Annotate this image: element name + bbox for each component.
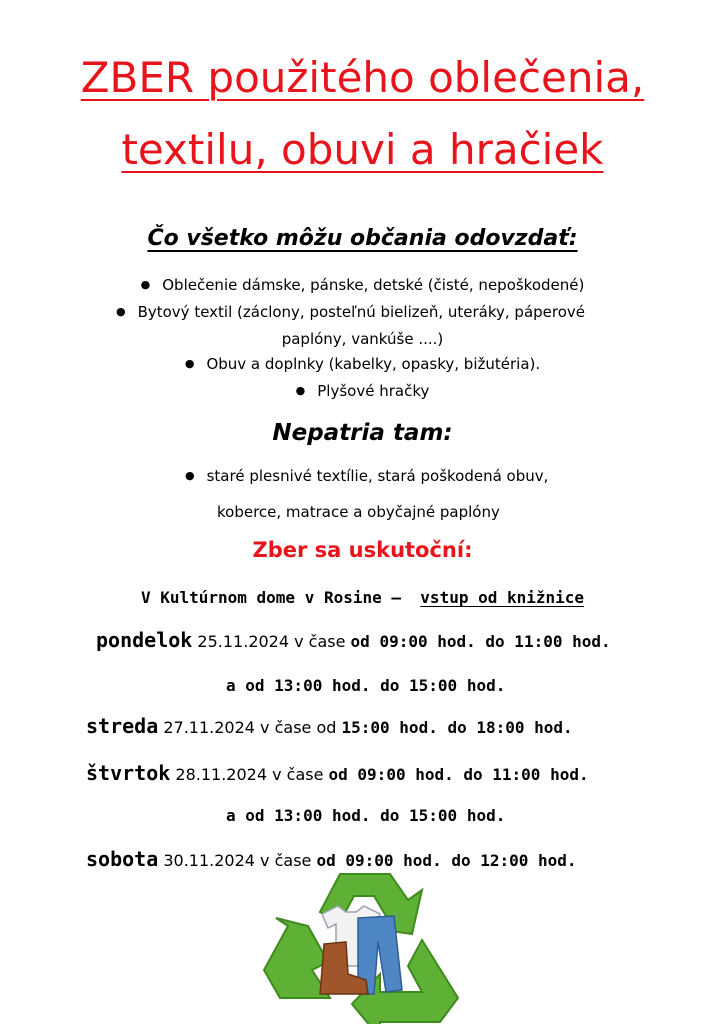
schedule-row-monday-extra: a od 13:00 hod. do 15:00 hod. [226, 676, 506, 695]
title-line-1: ZBER použitého oblečenia, [80, 53, 645, 102]
list-item-text: Bytový textil (záclony, posteľnú bielizeň, uteráky, páperové [137, 303, 586, 321]
location-text: V Kultúrnom dome v Rosine – [140, 588, 402, 607]
allowed-heading: Čo všetko môžu občania odovzdať: [147, 226, 578, 251]
bullet-icon: ● [140, 278, 151, 291]
time-range: 15:00 hod. do 18:00 hod. [341, 718, 573, 737]
location-line [0, 588, 725, 607]
list-item [0, 276, 725, 294]
time-range: od 09:00 hod. do 12:00 hod. [316, 851, 577, 870]
schedule-row-thursday-extra: a od 13:00 hod. do 15:00 hod. [226, 806, 506, 825]
time-range: od 09:00 hod. do 11:00 hod. [328, 765, 589, 784]
day-label: štvrtok [86, 761, 171, 785]
date-text: 30.11.2024 v čase [163, 851, 312, 870]
not-allowed-line-2: koberce, matrace a obyčajné paplóny [217, 503, 500, 521]
day-label: pondelok [96, 628, 193, 652]
date-text: 27.11.2024 v čase od [163, 718, 337, 737]
date-text: 28.11.2024 v čase [175, 765, 324, 784]
day-label: sobota [86, 847, 159, 871]
day-label: streda [86, 714, 159, 738]
list-item-text: Plyšové hračky [317, 382, 430, 400]
bullet-icon: ● [115, 305, 126, 318]
list-item-text: Oblečenie dámske, pánske, detské (čisté, nepoškodené) [162, 276, 585, 294]
bullet-icon: ● [295, 384, 306, 397]
schedule-heading: Zber sa uskutoční: [252, 538, 473, 562]
date-text: 25.11.2024 v čase [197, 632, 346, 651]
not-allowed-line-1: ● staré plesnivé textílie, stará poškodená obuv, [185, 467, 549, 485]
schedule-row-wednesday [86, 714, 573, 738]
recycle-clothes-logo [262, 870, 468, 1024]
entrance-text: vstup od knižnice [420, 588, 585, 607]
list-item [0, 303, 713, 321]
not-allowed-heading: Nepatria tam: [272, 420, 453, 446]
title-line-2: textilu, obuvi a hračiek [121, 125, 604, 174]
list-item-continuation [0, 330, 725, 348]
bullet-icon: ● [185, 469, 195, 482]
time-range: od 09:00 hod. do 11:00 hod. [350, 632, 611, 651]
list-item-text: paplóny, vankúše ....) [281, 330, 444, 348]
list-item [0, 382, 725, 400]
list-item [0, 355, 725, 373]
schedule-row-saturday [86, 847, 577, 871]
bullet-icon: ● [184, 357, 195, 370]
list-item-text: Obuv a doplnky (kabelky, opasky, bižutéria). [206, 355, 541, 373]
schedule-row-monday [96, 628, 611, 652]
schedule-row-thursday [86, 761, 589, 785]
